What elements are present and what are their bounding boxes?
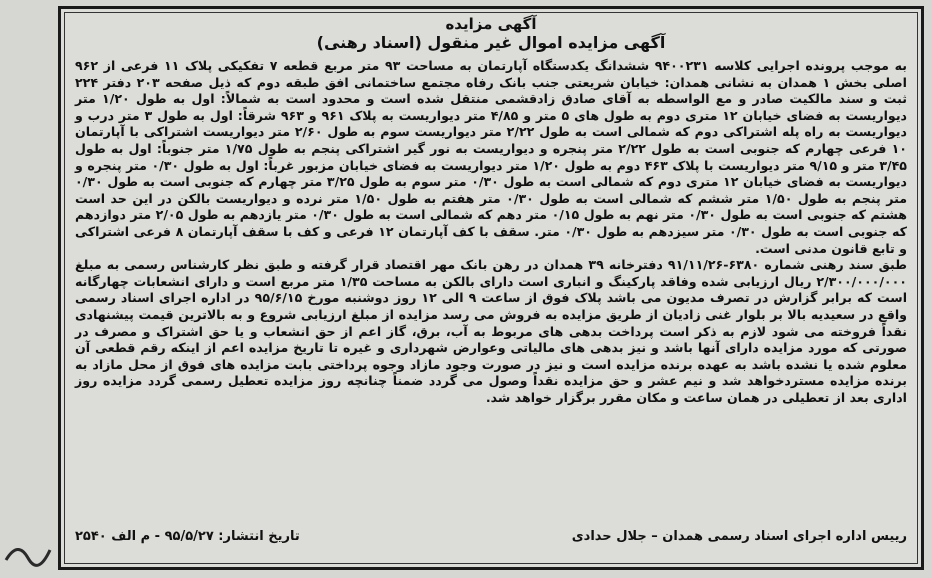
notice-body — [75, 58, 907, 406]
notice-footer — [75, 529, 907, 544]
handwritten-mark — [0, 520, 56, 578]
notice-title: آگهی مزایده — [445, 15, 537, 33]
publication-date: تاریخ انتشار: ۹۵/۵/۲۷ - م الف ۲۵۴۰ — [75, 529, 300, 544]
notice-subtitle: آگهی مزایده اموال غیر منقول (اسناد رهنی) — [316, 33, 666, 52]
notice-frame — [58, 6, 924, 570]
body-paragraph-auction-terms: طبق سند رهنی شماره ۶۳۸۰-۹۱/۱۱/۲۶ دفترخانه ۳۹ همدان در رهن بانک مهر اقتصاد قرار گرفته و طبق نظر کارشناس رسمی به مبلغ ۲/۳۰۰/۰۰۰/۰۰۰ ریال ارزیابی شده وفاقد پارکینگ و انباری است دارای بالکن به مساحت ۱/۳۵ متر مربع است و دارای انشعابات چهارگانه است که برابر گزارش در تصرف مدیون می باشد پلاک فوق از ساعت ۹ الی ۱۲ روز دوشنبه مورخ ۹۵/۶/۱۵ در اداره اجرای اسناد رسمی واقع در سعیدیه بالا بر بلوار غنی زادیان از طریق مزایده به فروش می رسد مزایده از مبلغ ارزیابی شروع و به بالاترین قیمت پیشنهادی نقداً فروخته می شود لازم به ذکر است پرداخت بدهی های مربوط به آب، برق، گاز اعم از حق انشعاب و یا حق اشتراک و مصرف در صورتی که مورد مزایده دارای آنها باشد و نیز بدهی های مالیاتی وعوارض شهرداری و غیره تا تاریخ مزایده اعم از اینکه رقم قطعی آن معلوم شده یا نشده باشد به عهده برنده مزایده است و نیز در صورت وجود مازاد وجوه پرداختی بابت مزایده های فوق از محل مازاد به برنده مزایده مستردخواهد شد و نیم عشر و حق مزایده نقداً وصول می گردد ضمناً چنانچه روز مزایده تعطیل رسمی گردد مزایده روز اداری بعد از تعطیلی در همان ساعت و مکان مقرر برگزار خواهد شد. — [75, 257, 908, 405]
signatory-line: رییس اداره اجرای اسناد رسمی همدان – جلال حدادی — [571, 529, 907, 544]
body-paragraph-property: به موجب پرونده اجرایی کلاسه ۹۴۰۰۲۳۱ ششدانگ یکدستگاه آپارتمان به مساحت ۹۳ متر مربع قطعه ۷ تفکیکی پلاک ۱۱ فرعی از ۹۶۲ اصلی بخش ۱ همدان به نشانی همدان: خیابان شریعتی جنب بانک رفاه مجتمع ساختمانی افق طبقه دوم که ذیل صفحه ۲۰۳ دفتر ۲۲۴ ثبت و سند مالکیت صادر و مع الواسطه به آقای صادق زادقشمی منتقل شده است و محدود است به شمالاً: اول به طول ۱/۲۰ متر دیواریست به فضای خیابان ۱۲ متری دوم به طول های ۵ متر و ۴/۸۵ متر دیواریست به پلاک ۹۶۱ و ۹۶۳ شرقاً: اول به طول ۳ متر درب و دیواریست به راه پله اشتراکی دوم که شمالی است به طول ۲/۲۲ متر دیواریست سوم به طول ۲/۶۰ متر دیواریست اشتراکی با آپارتمان ۱۰ فرعی چهارم که جنوبی است به طول ۲/۲۲ متر پنجره و دیواریست به نور گیر اشتراکی پنجم به طول ۱/۷۵ متر جنوباً: اول به طول ۳/۴۵ متر و ۹/۱۵ متر دیواریست با پلاک ۴۶۳ دوم به طول ۱/۲۰ متر دیواریست به فضای خیابان مزبور غرباً: اول به طول ۰/۳۰ متر پنجره و دیواریست به فضای خیابان ۱۲ متری دوم که شمالی است به طول ۰/۳۰ متر سوم به طول ۳/۲۵ متر چهارم که جنوبی است به طول ۰/۳۰ متر پنجم به طول ۱/۵۰ متر ششم که شمالی است به طول ۰/۳۰ متر هفتم به طول ۱/۵۰ متر نرده و دیواریست بالکن در این حد است هشتم که جنوبی است به طول ۰/۳۰ متر نهم به طول ۰/۱۵ متر دهم که شمالی است به طول ۰/۳۰ متر یازدهم به طول ۲/۰۵ متر دوازدهم که جنوبی است به طول ۰/۳۰ متر سیزدهم به طول ۰/۳۰ متر. سقف با کف آپارتمان ۱۲ فرعی و کف با سقف آپارتمان ۸ فرعی اشتراکی و تابع قانون مدنی است. — [75, 58, 908, 256]
